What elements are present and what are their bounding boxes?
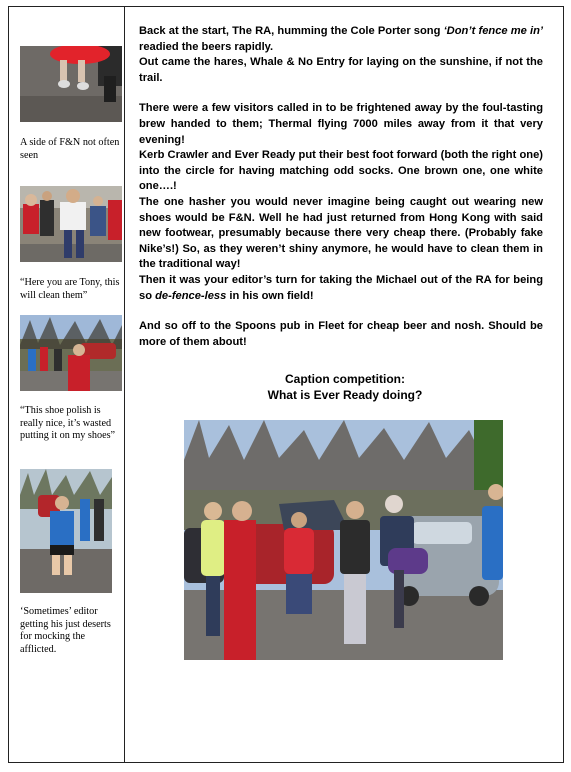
article-paragraph-1 <box>139 24 543 55</box>
article-paragraph-7: And so off to the Spoons pub in Fleet for cheap beer and nosh. Should be more of them about! <box>139 320 543 348</box>
article-paragraph-4: Kerb Crawler and Ever Ready put their best foot forward (both the right one) into the circle for having matching odd socks. One brown one, one white one….! <box>139 149 543 193</box>
song-title: ‘Don’t fence me in’ <box>443 25 543 37</box>
sidebar-caption-1: A side of F&N not often seen <box>20 137 120 161</box>
article-body <box>139 24 543 350</box>
sidebar-photo-field <box>20 315 122 391</box>
article-paragraph-6 <box>139 273 543 304</box>
article-text: Back at the start, The RA, humming the Cole Porter song <box>139 25 444 37</box>
sidebar-photo-feet <box>20 46 122 122</box>
caption-competition-title: Caption competition: <box>285 372 405 386</box>
article-paragraph-2: Out came the hares, Whale & No Entry for laying on the sunshine, if not the trail. <box>139 56 543 84</box>
column-divider <box>124 6 125 763</box>
caption-competition-question: What is Ever Ready doing? <box>267 388 423 402</box>
sidebar-caption-4: ‘Sometimes’ editor getting his just deserts for mocking the afflicted. <box>20 606 111 655</box>
sidebar-photo-group <box>20 186 122 262</box>
sidebar-caption-3: “This shoe polish is really nice, it’s wasted putting it on my shoes” <box>20 405 116 442</box>
sidebar-caption-2: “Here you are Tony, this will clean them” <box>20 277 120 301</box>
caption-competition-heading <box>200 371 490 403</box>
article-paragraph-3: There were a few visitors called in to be frightened away by the foul-tasting brew handed to them; Thermal flying 7000 miles away from it that very evening! <box>139 102 543 146</box>
sidebar-photo-editor <box>20 469 112 593</box>
article-text: readied the beers rapidly. <box>139 40 274 53</box>
emphasis-text: de-fence-less <box>155 289 227 302</box>
article-text: Then it was your editor’s turn for taking the Michael out of the RA for being so <box>139 273 543 302</box>
article-paragraph-5: The one hasher you would never imagine being caught out wearing new shoes would be F&N. Well he had just returned from Hong Kong with said new footwear, presumably because there very cheap there. (Probably fake Nike’s!) So, as they weren’t shiny anymore, he would have to clean them in the traditional way! <box>139 195 543 271</box>
caption-competition-photo <box>184 420 503 660</box>
article-text: in his own field! <box>226 289 314 302</box>
